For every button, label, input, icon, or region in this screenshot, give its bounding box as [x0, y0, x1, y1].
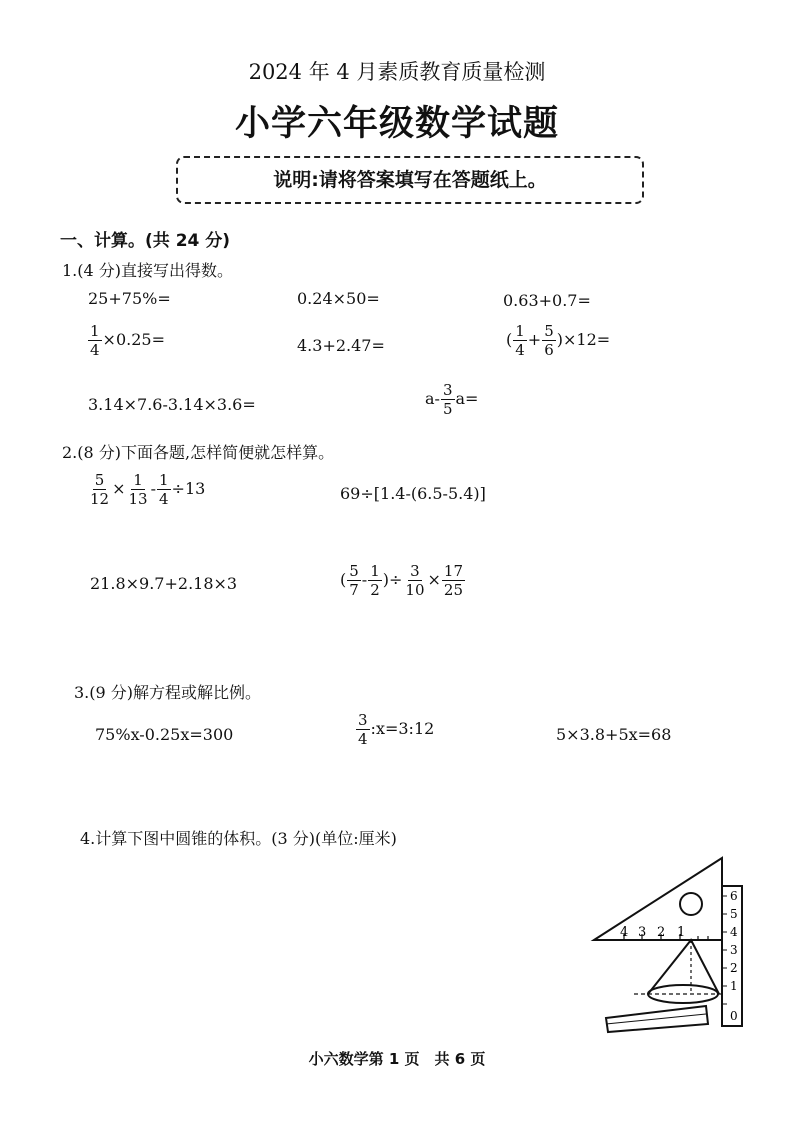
fraction: $\frac{1}{4}$: [515, 322, 525, 359]
fraction: $\frac{1}{4}$: [90, 322, 100, 359]
fraction: $\frac{3}{4}$: [358, 711, 368, 748]
q1-expression-5: 4.3+2.47=: [297, 336, 385, 355]
ruler-mark: 5: [730, 907, 738, 921]
cone-ruler-figure: [590, 852, 750, 1042]
question-3-prompt: 3.(9 分)解方程或解比例。: [74, 683, 262, 702]
ruler-mark: 2: [657, 925, 666, 940]
q1-expression-1: 25+75%=: [88, 289, 171, 308]
exam-title: 2024 年 4 月素质教育质量检测: [248, 60, 546, 84]
q2-expression-2: 69÷[1.4-(6.5-5.4)]: [340, 484, 486, 503]
question-2-prompt: 2.(8 分)下面各题,怎样简便就怎样算。: [62, 443, 335, 462]
question-4-prompt: 4.计算下图中圆锥的体积。(3 分)(单位:厘米): [80, 829, 397, 848]
fraction: $\frac{5}{7}$: [349, 562, 359, 599]
fraction: $\frac{5}{12}$: [90, 471, 110, 508]
set-square-hole: [680, 893, 702, 915]
section-1-title: 一、计算。(共 24 分): [60, 231, 231, 251]
instruction-box: [176, 156, 644, 204]
q1-expression-7: 3.14×7.6-3.14×3.6=: [88, 395, 256, 414]
ruler-mark: 4: [620, 925, 629, 940]
ruler-mark: 1: [730, 979, 738, 993]
q1-expression-3: 0.63+0.7=: [503, 291, 591, 310]
q1-expression-8: a- $\frac{3}{5}$ a=: [425, 381, 479, 418]
q1-expression-4: $\frac{1}{4}$ ×0.25=: [90, 322, 165, 359]
ruler-mark: 3: [638, 925, 647, 940]
q3-equation-2: $\frac{3}{4}$ :x=3:12: [358, 711, 435, 748]
fraction: $\frac{5}{6}$: [544, 322, 554, 359]
paper-title: 小学六年级数学试题: [234, 104, 559, 144]
fraction: $\frac{3}{10}$: [405, 562, 425, 599]
ruler-mark: 1: [677, 925, 686, 940]
ruler-mark: 3: [730, 943, 738, 957]
q3-equation-1: 75%x-0.25x=300: [95, 725, 234, 744]
q1-expression-6: ( $\frac{1}{4}$ + $\frac{5}{6}$ )×12=: [506, 322, 611, 359]
ruler-mark: 2: [730, 961, 738, 975]
fraction: $\frac{3}{5}$: [442, 381, 453, 418]
ruler-mark: 6: [730, 889, 738, 903]
fraction: $\frac{1}{4}$: [159, 471, 169, 508]
q2-expression-3: 21.8×9.7+2.18×3: [90, 574, 238, 593]
fraction: $\frac{1}{13}$: [128, 471, 148, 508]
q3-equation-3: 5×3.8+5x=68: [556, 725, 672, 744]
fraction: $\frac{1}{2}$: [370, 562, 380, 599]
ruler-mark: 0: [730, 1009, 738, 1023]
page-footer: 小六数学第 1 页 共 6 页: [308, 1050, 486, 1068]
ruler-mark: 4: [730, 925, 738, 939]
instruction-text: 说明:请将答案填写在答题纸上。: [273, 169, 547, 191]
fraction: $\frac{17}{25}$: [443, 562, 463, 599]
q2-expression-4: ( $\frac{5}{7}$ - $\frac{1}{2}$ )÷ $\frac{3}{10}$ × $\frac{17}{25}$: [340, 562, 463, 599]
q1-expression-2: 0.24×50=: [297, 289, 380, 308]
q2-expression-1: $\frac{5}{12}$ × $\frac{1}{13}$ - $\frac{1}{4}$ ÷13: [90, 471, 206, 508]
question-1-prompt: 1.(4 分)直接写出得数。: [62, 261, 234, 280]
